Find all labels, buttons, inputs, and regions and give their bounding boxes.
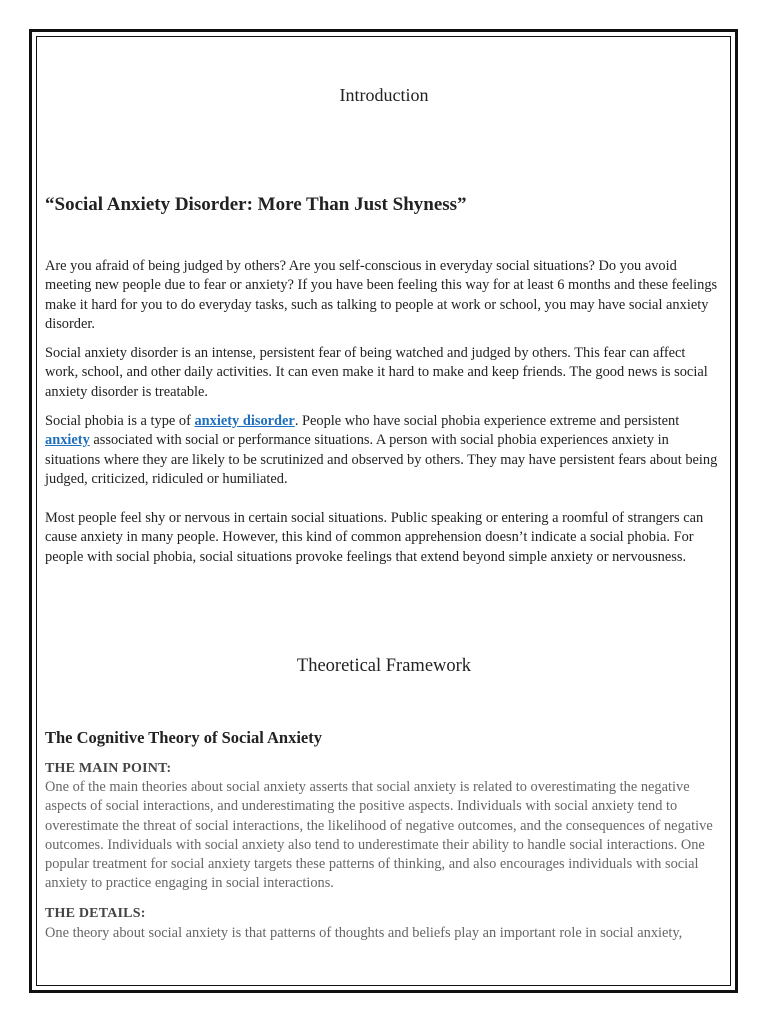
main-point-label: THE MAIN POINT: bbox=[45, 761, 172, 776]
para3-text-3: associated with social or performance situations. A person with social phobia experiences anxiety in situations where they are likely to be scrutinized and observed by others. They may have persistent fears about being judged, criticized, ridiculed or humiliated. bbox=[45, 432, 718, 487]
anxiety-disorder-link[interactable]: anxiety disorder bbox=[194, 413, 295, 429]
article-title: “Social Anxiety Disorder: More Than Just Shyness” bbox=[45, 194, 467, 215]
intro-paragraph-2: Social anxiety disorder is an intense, persistent fear of being watched and judged by others. This fear can affect work, school, and other daily activities. It can even make it hard to make and keep friends. The good news is social anxiety disorder is treatable. bbox=[45, 345, 708, 400]
theoretical-framework-heading: Theoretical Framework bbox=[296, 656, 472, 676]
intro-paragraph-1: Are you afraid of being judged by others? Are you self-conscious in everyday social situations? Do you avoid meeting new people due to fear or anxiety? If you have been feeling this way for at least 6 months and these feelings make it hard for you to do everyday tasks, such as talking to people at work or school, you may have social anxiety disorder. bbox=[45, 258, 718, 332]
introduction-heading: Introduction bbox=[339, 85, 429, 105]
para3-text-2: . People who have social phobia experience extreme and persistent bbox=[294, 413, 680, 429]
details-paragraph: One theory about social anxiety is that patterns of thoughts and beliefs play an important role in social anxiety, bbox=[45, 925, 683, 941]
cognitive-theory-heading: The Cognitive Theory of Social Anxiety bbox=[45, 728, 322, 747]
anxiety-link[interactable]: anxiety bbox=[45, 432, 90, 449]
intro-paragraph-4: Most people feel shy or nervous in certain social situations. Public speaking or entering a roomful of strangers can cause anxiety in many people. However, this kind of common apprehension doesn’t indicate a social phobia. For people with social phobia, social situations provoke feelings that extend beyond simple anxiety or nervousness. bbox=[45, 510, 704, 565]
main-point-paragraph: One of the main theories about social anxiety asserts that social anxiety is related to overestimating the negative aspects of social interactions, and underestimating the positive aspects. Individuals with social anxiety tend to overestimate the threat of social interactions, the likelihood of negative outcomes, and the consequences of negative outcomes. Individuals with social anxiety also tend to underestimate their ability to handle social interactions. One popular treatment for social anxiety targets these patterns of thinking, and also encourages individuals with social anxiety to practice engaging in social interactions. bbox=[45, 779, 713, 892]
details-label: THE DETAILS: bbox=[45, 906, 146, 921]
para3-text-1: Social phobia is a type of bbox=[45, 413, 195, 429]
intro-paragraph-3 bbox=[45, 412, 721, 489]
